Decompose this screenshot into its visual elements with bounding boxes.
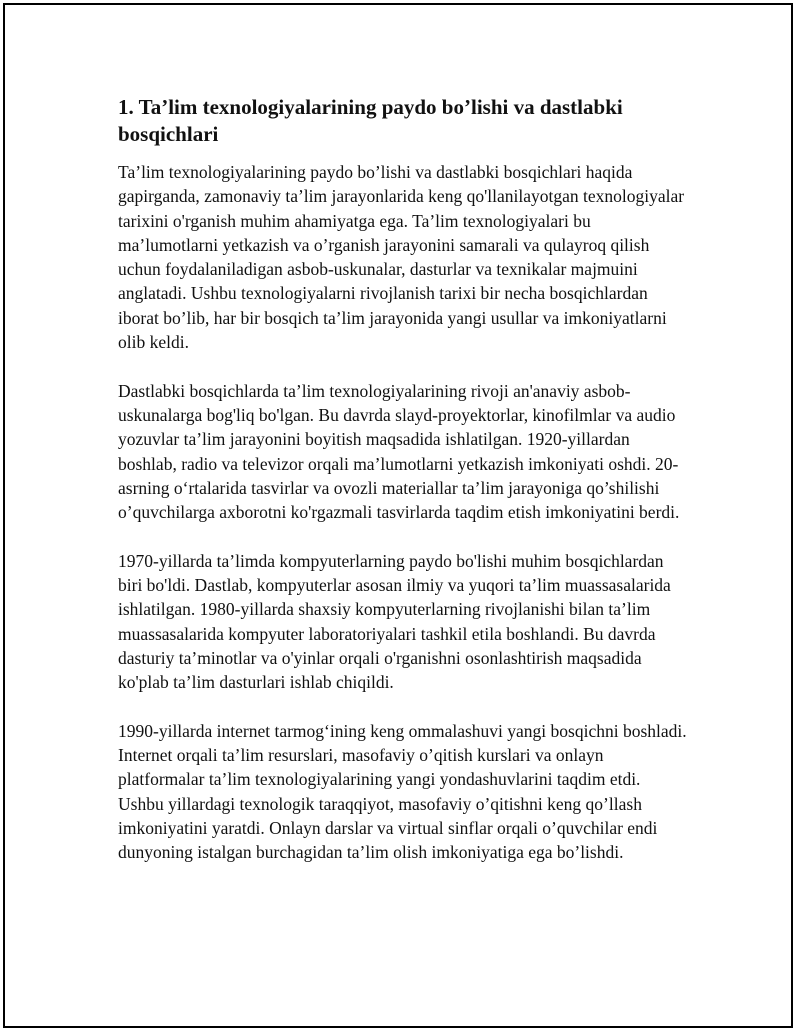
document-body: [118, 94, 690, 865]
paragraph-2: Dastlabki bosqichlarda ta’lim texnologiyalarining rivoji an'anaviy asbob-uskunalarga bog'liq bo'lgan. Bu davrda slayd-proyektorlar, kinofilmlar va audio yozuvlar ta’lim jarayonini boyitish maqsadida ishlatilgan. 1920-yillardan boshlab, radio va televizor orqali ma’lumotlarni yetkazish imkoniyati oshdi. 20-asrning o‘rtalarida tasvirlar va ovozli materiallar ta’lim jarayoniga qo’shilishi o’quvchilarga axborotni ko'rgazmali tasvirlarda taqdim etish imkoniyatini berdi.: [118, 380, 680, 523]
paragraph-4: 1990-yillarda internet tarmog‘ining keng ommalashuvi yangi bosqichni boshladi. Internet orqali ta’lim resurslari, masofaviy o’qitish kurslari va onlayn platformalar ta’lim texnologiyalarining yangi yondashuvlarini taqdim etdi. Ushbu yillardagi texnologik taraqqiyot, masofaviy o’qitishni keng qo’llash imkoniyatini yaratdi. Onlayn darslar va virtual sinflar orqali o’quvchilar endi dunyoning istalgan burchagidan ta’lim olish imkoniyatiga ega bo’lishdi.: [118, 720, 687, 863]
paragraph-1: Ta’lim texnologiyalarining paydo bo’lishi va dastlabki bosqichlari haqida gapirganda, zamonaviy ta’lim jarayonlarida keng qo'llanilayotgan texnologiyalar tarixini o'rganish muhim ahamiyatga ega. Ta’lim texnologiyalari bu ma’lumotlarni yetkazish va o’rganish jarayonini samarali va qulayroq qilish uchun foydalaniladigan asbob-uskunalar, dasturlar va texnikalar majmuini anglatadi. Ushbu texnologiyalarni rivojlanish tarixi bir necha bosqichlardan iborat bo’lib, har bir bosqich ta’lim jarayonida yangi usullar va imkoniyatlarni olib keldi.: [118, 162, 685, 353]
section-heading: 1. Ta’lim texnologiyalarining paydo bo’lishi va dastlabki bosqichlari: [118, 95, 623, 146]
paragraph-3: 1970-yillarda ta’limda kompyuterlarning paydo bo'lishi muhim bosqichlardan biri bo'ldi. Dastlab, kompyuterlar asosan ilmiy va yuqori ta’lim muassasalarida ishlatilgan. 1980-yillarda shaxsiy kompyuterlarning rivojlanishi bilan ta’lim muassasalarida kompyuter laboratoriyalari tashkil etila boshlandi. Bu davrda dasturiy ta’minotlar va o'yinlar orqali o'rganishni osonlashtirish maqsadida ko'plab ta’lim dasturlari ishlab chiqildi.: [118, 550, 671, 693]
